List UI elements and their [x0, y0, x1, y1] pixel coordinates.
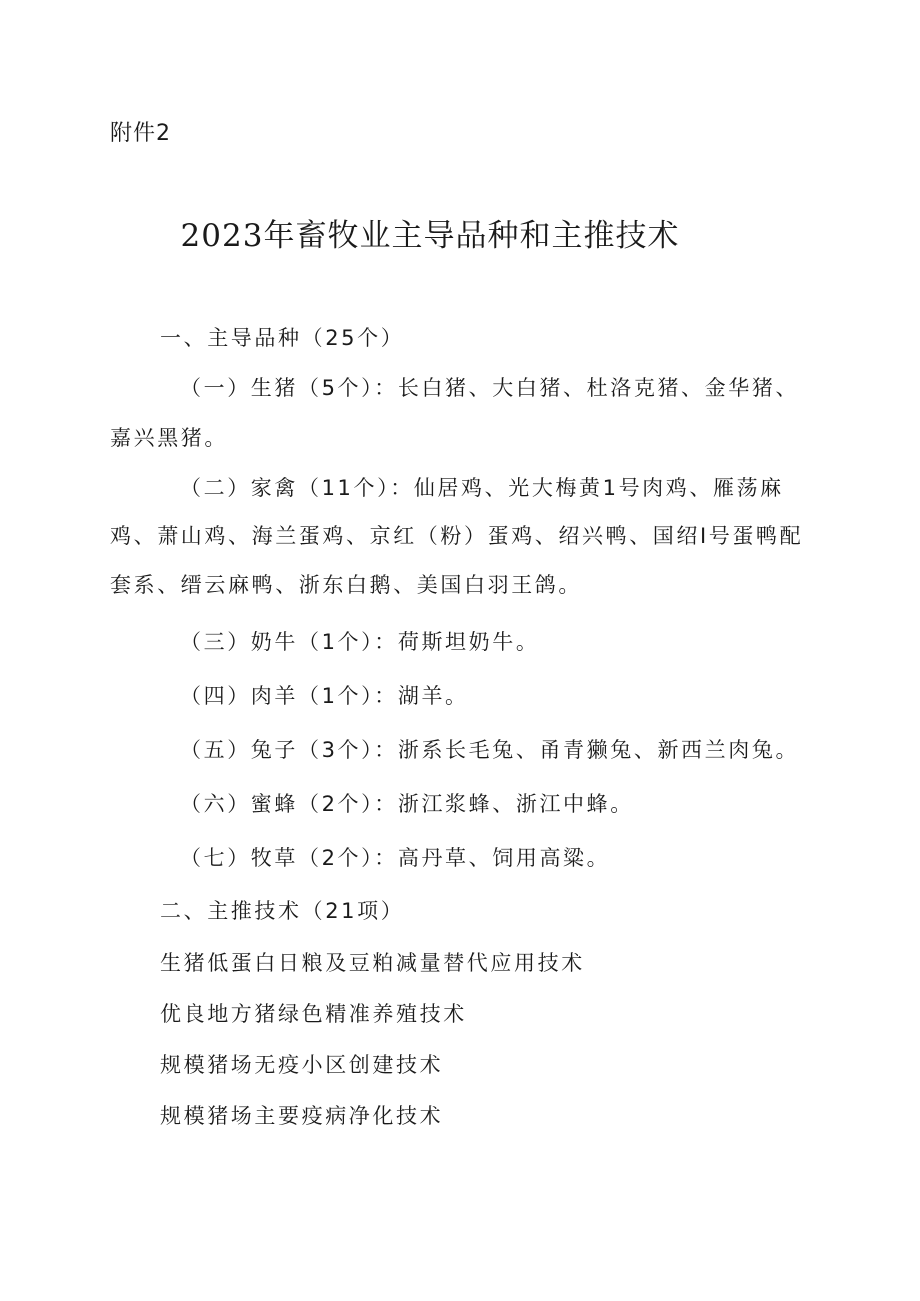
technology-item: 优良地方猪绿色精准养殖技术: [160, 1002, 467, 1026]
list-item-sheep: （四）肉羊（1个）：湖羊。: [180, 684, 469, 708]
list-item-pigs-continued: 嘉兴黑猪。: [110, 426, 228, 450]
technology-item: 规模猪场主要疫病净化技术: [160, 1104, 444, 1128]
section-heading-technologies: 二、主推技术（21项）: [160, 899, 405, 923]
document-title: 2023年畜牧业主导品种和主推技术: [180, 218, 680, 254]
attachment-label: 附件2: [110, 121, 171, 146]
technology-item: 生猪低蛋白日粮及豆粕减量替代应用技术: [160, 951, 585, 975]
list-item-rabbits: （五）兔子（3个）：浙系长毛兔、甬青獭兔、新西兰肉兔。: [180, 738, 800, 762]
list-item-forage: （七）牧草（2个）：高丹草、饲用高粱。: [180, 846, 611, 870]
list-item-poultry-continued: 鸡、萧山鸡、海兰蛋鸡、京红（粉）蛋鸡、绍兴鸭、国绍Ⅰ号蛋鸭配: [110, 524, 804, 548]
list-item-bees: （六）蜜蜂（2个）：浙江浆蜂、浙江中蜂。: [180, 792, 634, 816]
list-item-dairy-cattle: （三）奶牛（1个）：荷斯坦奶牛。: [180, 630, 540, 654]
list-item-pigs: （一）生猪（5个）：长白猪、大白猪、杜洛克猪、金华猪、: [180, 376, 800, 400]
technology-item: 规模猪场无疫小区创建技术: [160, 1053, 444, 1077]
section-heading-varieties: 一、主导品种（25个）: [160, 326, 405, 350]
list-item-poultry-continued-2: 套系、缙云麻鸭、浙东白鹅、美国白羽王鸽。: [110, 573, 582, 597]
list-item-poultry: （二）家禽（11个）：仙居鸡、光大梅黄1号肉鸡、雁荡麻: [180, 476, 784, 500]
